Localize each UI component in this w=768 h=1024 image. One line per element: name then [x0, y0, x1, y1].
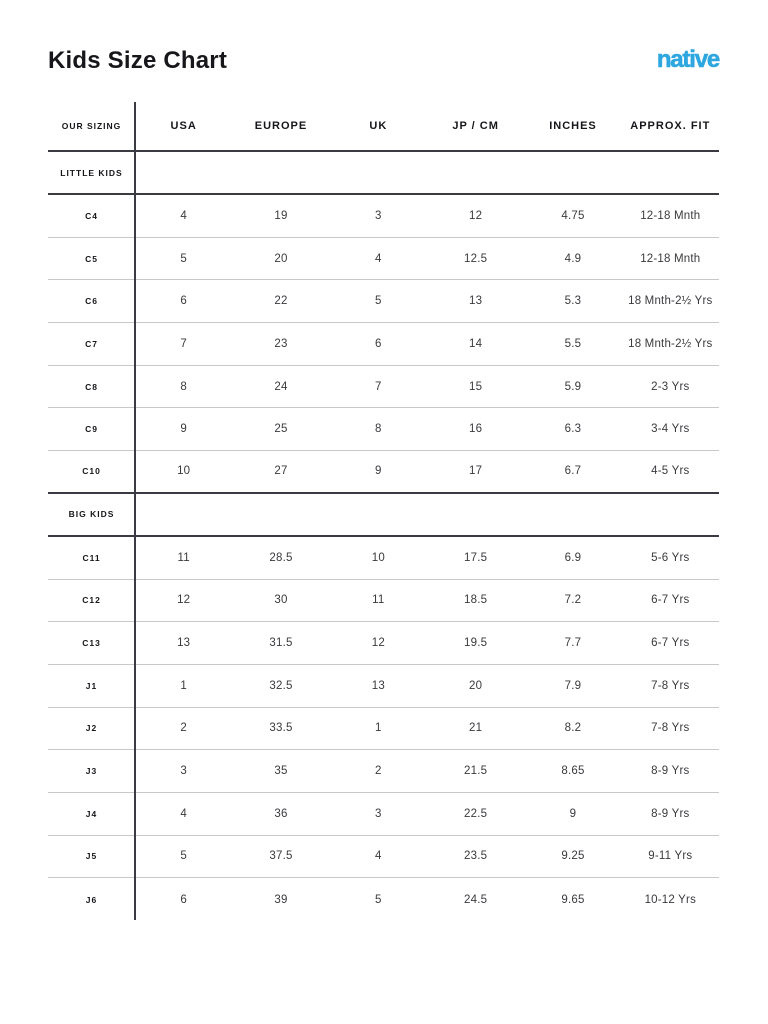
cell-jp-cm: 22.5 [464, 807, 488, 820]
cell-usa: 10 [177, 465, 191, 478]
cell-inches: 9 [569, 807, 577, 820]
row-size-label: J6 [85, 894, 98, 905]
cell-europe: 36 [274, 807, 288, 820]
cell-usa: 2 [180, 722, 187, 735]
cell-jp-cm: 17 [469, 465, 483, 478]
cell-inches: 4.75 [561, 209, 585, 222]
cell-jp-cm: 17.5 [464, 551, 488, 564]
cell-approx-fit: 6-7 Yrs [651, 594, 690, 607]
row-size-label: C4 [85, 210, 98, 221]
cell-usa: 3 [180, 765, 187, 778]
cell-inches: 9.65 [561, 893, 585, 906]
table-row-c10 [48, 451, 719, 494]
cell-uk: 4 [375, 252, 382, 265]
cell-usa: 7 [180, 337, 187, 350]
row-size-label: C8 [85, 381, 98, 392]
cell-approx-fit: 3-4 Yrs [651, 423, 690, 436]
cell-approx-fit: 6-7 Yrs [651, 637, 690, 650]
column-header-our-sizing: OUR SIZING [61, 121, 122, 131]
cell-jp-cm: 19.5 [464, 637, 488, 650]
cell-europe: 20 [274, 252, 288, 265]
cell-europe: 35 [274, 765, 288, 778]
cell-usa: 4 [180, 209, 187, 222]
cell-uk: 3 [375, 209, 382, 222]
cell-europe: 25 [274, 423, 288, 436]
cell-europe: 39 [274, 893, 288, 906]
cell-europe: 23 [274, 337, 288, 350]
cell-uk: 7 [375, 380, 382, 393]
section-row-big-kids [48, 494, 719, 537]
cell-approx-fit: 8-9 Yrs [651, 765, 690, 778]
table-row-j6 [48, 878, 719, 921]
cell-europe: 27 [274, 465, 288, 478]
cell-approx-fit: 2-3 Yrs [651, 380, 690, 393]
cell-uk: 6 [375, 337, 382, 350]
cell-inches: 8.65 [561, 765, 585, 778]
cell-europe: 37.5 [269, 850, 293, 863]
cell-usa: 8 [180, 380, 187, 393]
cell-inches: 7.2 [564, 594, 582, 607]
row-size-label: C10 [82, 466, 101, 477]
table-row-c11 [48, 537, 719, 580]
table-row-j2 [48, 708, 719, 751]
cell-inches: 4.9 [564, 252, 582, 265]
column-header-row [48, 102, 719, 152]
cell-inches: 7.7 [564, 637, 582, 650]
cell-uk: 2 [375, 765, 382, 778]
cell-jp-cm: 16 [469, 423, 483, 436]
cell-uk: 12 [371, 637, 385, 650]
row-size-label: C6 [85, 296, 98, 307]
cell-jp-cm: 20 [469, 679, 483, 692]
column-header-approx-fit: APPROX. FIT [630, 120, 711, 132]
cell-europe: 30 [274, 594, 288, 607]
cell-jp-cm: 12 [469, 209, 483, 222]
row-size-label: C11 [82, 552, 101, 563]
cell-jp-cm: 23.5 [464, 850, 488, 863]
table-row-c6 [48, 280, 719, 323]
cell-uk: 5 [375, 295, 382, 308]
cell-approx-fit: 12-18 Mnth [640, 252, 701, 265]
row-size-label: C12 [82, 595, 101, 606]
cell-usa: 1 [180, 679, 187, 692]
column-header-inches: INCHES [549, 120, 597, 132]
page-title: Kids Size Chart [48, 47, 228, 74]
row-size-label: J5 [85, 851, 98, 862]
table-vertical-divider [134, 102, 136, 920]
cell-usa: 9 [180, 423, 187, 436]
cell-jp-cm: 14 [469, 337, 483, 350]
column-header-usa: USA [170, 120, 197, 132]
cell-inches: 6.9 [564, 551, 582, 564]
cell-europe: 28.5 [269, 551, 293, 564]
row-size-label: J3 [85, 766, 98, 777]
cell-uk: 9 [375, 465, 382, 478]
cell-uk: 11 [372, 594, 385, 607]
section-row-little-kids [48, 152, 719, 195]
cell-inches: 6.3 [564, 423, 582, 436]
cell-uk: 8 [375, 423, 382, 436]
cell-approx-fit: 4-5 Yrs [651, 465, 690, 478]
table-row-c7 [48, 323, 719, 366]
section-label-big-kids: BIG KIDS [68, 509, 115, 520]
cell-usa: 5 [180, 252, 187, 265]
cell-uk: 13 [371, 679, 385, 692]
table-row-c13 [48, 622, 719, 665]
cell-approx-fit: 18 Mnth-2½ Yrs [628, 337, 713, 350]
cell-approx-fit: 12-18 Mnth [640, 209, 701, 222]
cell-uk: 3 [375, 807, 382, 820]
cell-jp-cm: 18.5 [464, 594, 488, 607]
cell-jp-cm: 13 [469, 295, 483, 308]
cell-jp-cm: 15 [469, 380, 483, 393]
cell-usa: 11 [177, 551, 190, 564]
cell-europe: 33.5 [269, 722, 293, 735]
column-header-uk: UK [369, 120, 388, 132]
cell-jp-cm: 12.5 [464, 252, 488, 265]
cell-usa: 6 [180, 893, 187, 906]
table-row-c12 [48, 580, 719, 623]
cell-approx-fit: 5-6 Yrs [651, 551, 690, 564]
cell-inches: 6.7 [564, 465, 582, 478]
cell-usa: 5 [180, 850, 187, 863]
cell-approx-fit: 18 Mnth-2½ Yrs [628, 295, 713, 308]
table-row-j3 [48, 750, 719, 793]
row-size-label: C9 [85, 424, 98, 435]
table-row-c5 [48, 238, 719, 281]
cell-europe: 31.5 [269, 637, 293, 650]
column-header-jp-cm: JP / CM [452, 120, 499, 132]
row-size-label: C5 [85, 253, 98, 264]
cell-inches: 7.9 [564, 679, 582, 692]
cell-approx-fit: 8-9 Yrs [651, 807, 690, 820]
row-size-label: C7 [85, 338, 98, 349]
brand-logo: native [656, 46, 719, 73]
cell-inches: 9.25 [561, 850, 585, 863]
cell-jp-cm: 21.5 [464, 765, 488, 778]
row-size-label: J2 [85, 723, 98, 734]
row-size-label: J4 [85, 808, 98, 819]
column-header-europe: EUROPE [254, 120, 308, 132]
cell-jp-cm: 21 [469, 722, 483, 735]
cell-approx-fit: 7-8 Yrs [651, 722, 690, 735]
cell-inches: 5.5 [564, 337, 582, 350]
cell-uk: 10 [371, 551, 385, 564]
cell-europe: 22 [274, 295, 288, 308]
cell-inches: 5.3 [564, 295, 582, 308]
cell-usa: 6 [180, 295, 187, 308]
cell-inches: 8.2 [564, 722, 582, 735]
cell-approx-fit: 10-12 Yrs [644, 893, 697, 906]
row-size-label: C13 [82, 638, 101, 649]
cell-uk: 1 [375, 722, 382, 735]
table-row-c9 [48, 408, 719, 451]
cell-jp-cm: 24.5 [464, 893, 488, 906]
table-row-c4 [48, 195, 719, 238]
cell-inches: 5.9 [564, 380, 582, 393]
cell-europe: 24 [274, 380, 288, 393]
table-row-j4 [48, 793, 719, 836]
cell-approx-fit: 9-11 Yrs [648, 850, 693, 863]
cell-europe: 19 [274, 209, 288, 222]
table-row-c8 [48, 366, 719, 409]
cell-usa: 12 [177, 594, 191, 607]
size-table [48, 102, 719, 921]
cell-approx-fit: 7-8 Yrs [651, 679, 690, 692]
table-row-j1 [48, 665, 719, 708]
section-label-little-kids: LITTLE KIDS [60, 167, 123, 178]
cell-europe: 32.5 [269, 679, 293, 692]
cell-uk: 4 [375, 850, 382, 863]
cell-usa: 13 [177, 637, 191, 650]
row-size-label: J1 [85, 680, 98, 691]
table-row-j5 [48, 836, 719, 879]
cell-usa: 4 [180, 807, 187, 820]
cell-uk: 5 [375, 893, 382, 906]
